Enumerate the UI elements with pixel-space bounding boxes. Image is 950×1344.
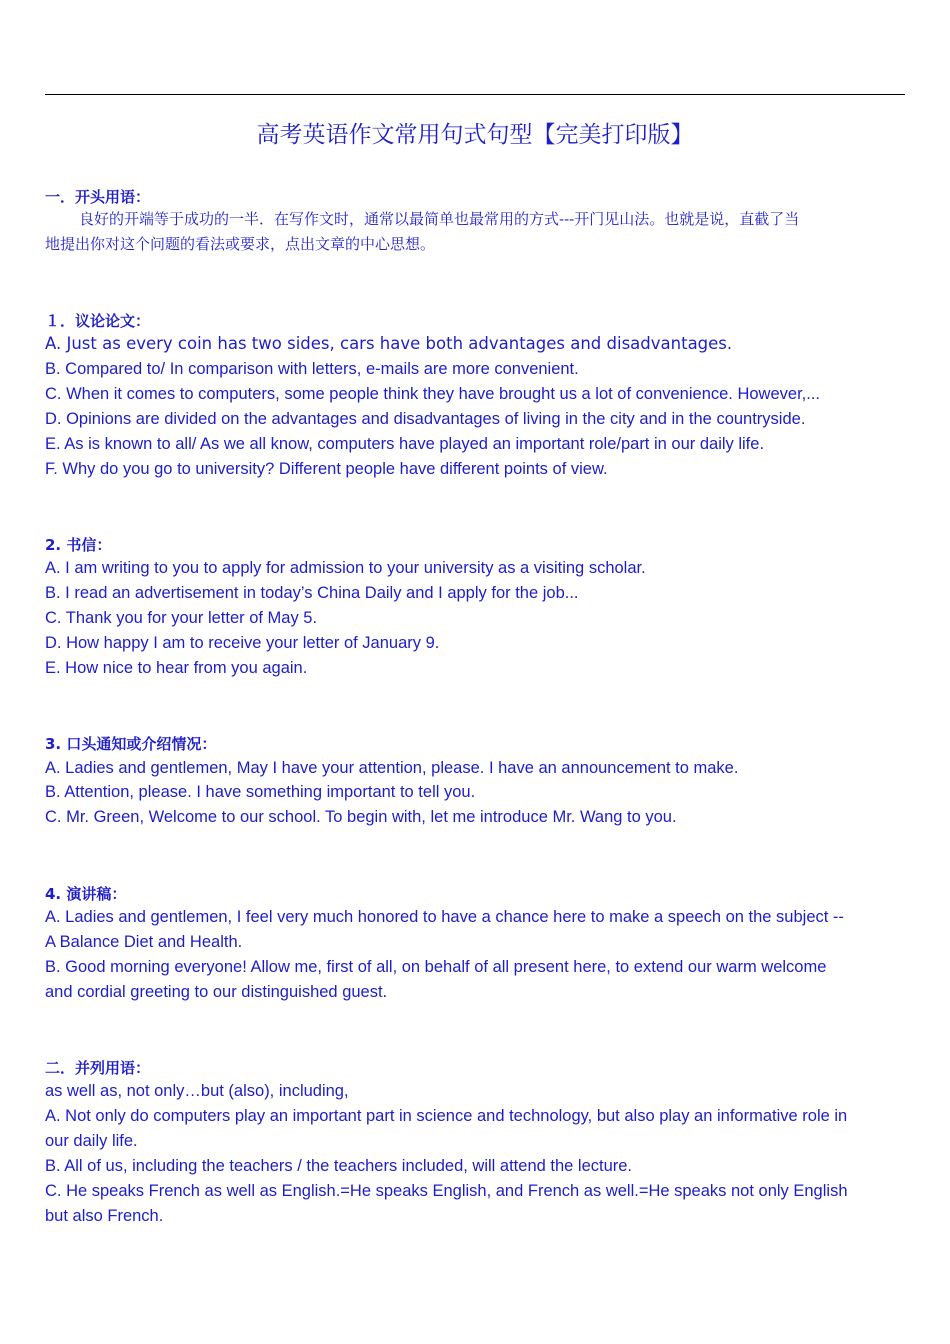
document-title: 高考英语作文常用句式句型【完美打印版】 [256, 122, 694, 148]
sub4-line: A. Ladies and gentlemen, I feel very much honored to have a chance here to make a speech on the subject -- [45, 908, 844, 926]
sub2-line: C. Thank you for your letter of May 5. [45, 609, 318, 627]
sub3-heading: 3. 口头通知或介绍情况： [45, 735, 217, 753]
section2-line: B. All of us, including the teachers / the teachers included, will attend the lecture. [45, 1157, 633, 1175]
sub1-line: C. When it comes to computers, some people think they have brought us a lot of convenience. However,... [45, 385, 820, 403]
sub2-heading: 2. 书信： [45, 536, 112, 554]
sub1-line: F. Why do you go to university? Different people have different points of view. [45, 460, 608, 478]
section2-line: C. He speaks French as well as English.=He speaks English, and French as well.=He speaks not only English [45, 1182, 848, 1200]
sub3-line: B. Attention, please. I have something important to tell you. [45, 783, 476, 801]
section2-heading: 二．并列用语： [45, 1059, 151, 1077]
sub3-line: C. Mr. Green, Welcome to our school. To begin with, let me introduce Mr. Wang to you. [45, 808, 677, 826]
intro-line-1: 良好的开端等于成功的一半．在写作文时，通常以最简单也最常用的方式---开门见山法。也就是说，直截了当 [79, 210, 800, 228]
sub1-line: B. Compared to/ In comparison with letters, e-mails are more convenient. [45, 360, 579, 378]
sub4-line: B. Good morning everyone! Allow me, first of all, on behalf of all present here, to extend our warm welcome [45, 958, 827, 976]
section1-intro [45, 207, 907, 257]
section2-line: but also French. [45, 1207, 164, 1225]
section2-line: as well as, not only…but (also), including, [45, 1082, 349, 1100]
sub3-line: A. Ladies and gentlemen, May I have your attention, please. I have an announcement to make. [45, 759, 739, 777]
sub2-line: E. How nice to hear from you again. [45, 659, 308, 677]
section1-heading: 一．开头用语： [45, 188, 151, 206]
sub2-line: D. How happy I am to receive your letter of January 9. [45, 634, 440, 652]
header-rule [45, 94, 905, 95]
sub4-heading: 4. 演讲稿： [45, 885, 127, 903]
sub1-line: E. As is known to all/ As we all know, computers have played an important role/part in our daily life. [45, 435, 765, 453]
sub2-line: B. I read an advertisement in today’s China Daily and I apply for the job... [45, 584, 579, 602]
section2-line: our daily life. [45, 1132, 138, 1150]
sub4-line: A Balance Diet and Health. [45, 933, 243, 951]
sub1-line: D. Opinions are divided on the advantages and disadvantages of living in the city and in the countryside. [45, 410, 806, 428]
section2-line: A. Not only do computers play an important part in science and technology, but also play an informative role in [45, 1107, 848, 1125]
sub2-line: A. I am writing to you to apply for admission to your university as a visiting scholar. [45, 559, 646, 577]
sub4-line: and cordial greeting to our distinguished guest. [45, 983, 388, 1001]
sub1-heading: １．议论论文： [45, 312, 151, 330]
sub1-line: A. Just as every coin has two sides, cars have both advantages and disadvantages. [45, 334, 733, 353]
intro-line-2: 地提出你对这个问题的看法或要求，点出文章的中心思想。 [45, 235, 436, 253]
